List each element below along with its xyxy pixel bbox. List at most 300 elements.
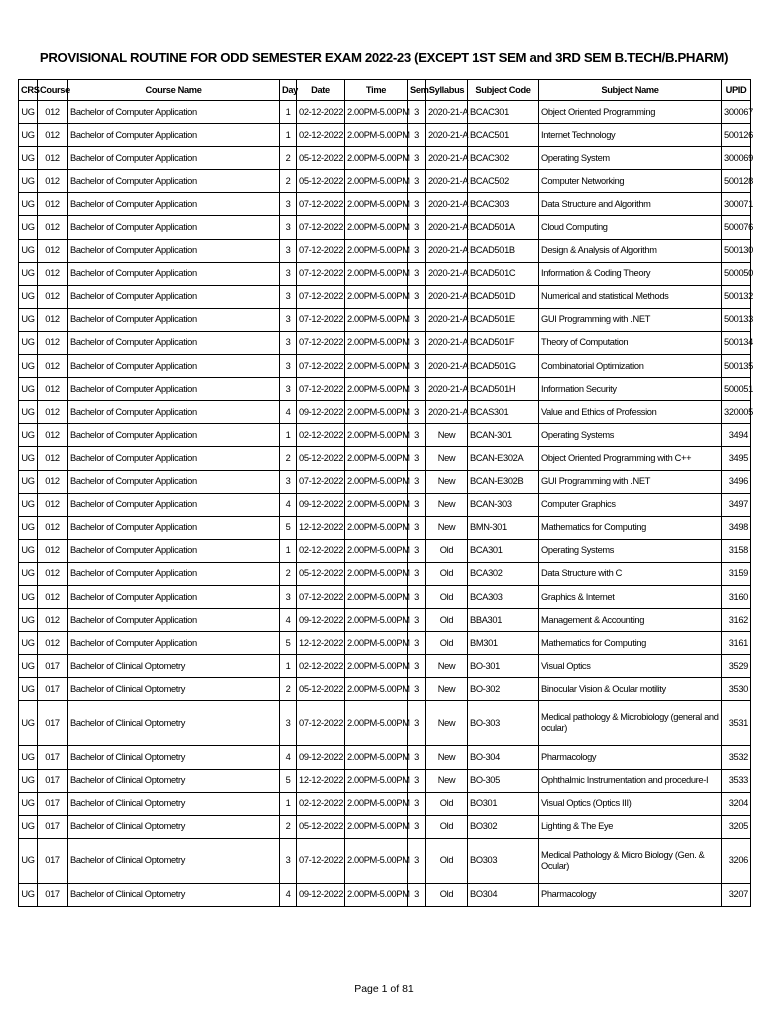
cell-subject-name: Theory of Computation: [539, 331, 722, 354]
table-row: [19, 355, 751, 378]
cell-course-name: Bachelor of Computer Application: [68, 493, 280, 516]
cell-course-name: Bachelor of Computer Application: [68, 262, 280, 285]
cell-sem: 3: [408, 493, 426, 516]
cell-course: 012: [38, 632, 68, 655]
cell-sem: 3: [408, 285, 426, 308]
cell-syllabus: New: [426, 424, 468, 447]
cell-day: 3: [280, 308, 297, 331]
cell-upid: 3207: [722, 883, 751, 906]
cell-course: 012: [38, 147, 68, 170]
cell-upid: 300071: [722, 193, 751, 216]
table-row: [19, 609, 751, 632]
cell-upid: 3532: [722, 746, 751, 769]
cell-crs: UG: [19, 769, 38, 792]
cell-syllabus: 2020-21-A: [426, 355, 468, 378]
column-header-syllabus: Syllabus: [426, 80, 468, 101]
cell-time: 2.00PM-5.00PM: [345, 262, 408, 285]
cell-crs: UG: [19, 493, 38, 516]
cell-crs: UG: [19, 239, 38, 262]
cell-date: 05-12-2022: [297, 815, 345, 838]
cell-time: 2.00PM-5.00PM: [345, 147, 408, 170]
cell-subject-name: Computer Graphics: [539, 493, 722, 516]
cell-syllabus: 2020-21-A: [426, 262, 468, 285]
cell-course: 012: [38, 493, 68, 516]
cell-syllabus: Old: [426, 585, 468, 608]
cell-syllabus: 2020-21-A: [426, 285, 468, 308]
table-row: [19, 746, 751, 769]
cell-crs: UG: [19, 170, 38, 193]
column-header-course-name: Course Name: [68, 80, 280, 101]
cell-sem: 3: [408, 678, 426, 701]
table-row: [19, 447, 751, 470]
cell-subject-name: Binocular Vision & Ocular motility: [539, 678, 722, 701]
cell-course-name: Bachelor of Computer Application: [68, 516, 280, 539]
table-row: [19, 331, 751, 354]
cell-sem: 3: [408, 170, 426, 193]
cell-time: 2.00PM-5.00PM: [345, 193, 408, 216]
cell-time: 2.00PM-5.00PM: [345, 170, 408, 193]
cell-day: 4: [280, 609, 297, 632]
column-header-upid: UPID: [722, 80, 751, 101]
cell-course-name: Bachelor of Computer Application: [68, 609, 280, 632]
cell-time: 2.00PM-5.00PM: [345, 239, 408, 262]
cell-crs: UG: [19, 193, 38, 216]
cell-upid: 500128: [722, 170, 751, 193]
cell-course: 017: [38, 746, 68, 769]
cell-date: 02-12-2022: [297, 792, 345, 815]
column-header-crs: CRS: [19, 80, 38, 101]
cell-course-name: Bachelor of Computer Application: [68, 124, 280, 147]
cell-course-name: Bachelor of Computer Application: [68, 447, 280, 470]
cell-course: 017: [38, 655, 68, 678]
cell-subject-code: BO-301: [468, 655, 539, 678]
cell-subject-code: BCA303: [468, 585, 539, 608]
cell-upid: 3495: [722, 447, 751, 470]
cell-course-name: Bachelor of Clinical Optometry: [68, 655, 280, 678]
cell-sem: 3: [408, 470, 426, 493]
cell-day: 3: [280, 285, 297, 308]
cell-subject-name: Combinatorial Optimization: [539, 355, 722, 378]
cell-date: 07-12-2022: [297, 378, 345, 401]
cell-crs: UG: [19, 216, 38, 239]
cell-course-name: Bachelor of Computer Application: [68, 216, 280, 239]
cell-syllabus: New: [426, 447, 468, 470]
cell-date: 07-12-2022: [297, 470, 345, 493]
column-header-subject-name: Subject Name: [539, 80, 722, 101]
cell-syllabus: 2020-21-A: [426, 216, 468, 239]
cell-time: 2.00PM-5.00PM: [345, 424, 408, 447]
cell-time: 2.00PM-5.00PM: [345, 516, 408, 539]
cell-syllabus: 2020-21-A: [426, 331, 468, 354]
cell-day: 1: [280, 124, 297, 147]
cell-subject-name: Ophthalmic Instrumentation and procedure-I: [539, 769, 722, 792]
cell-syllabus: New: [426, 769, 468, 792]
cell-time: 2.00PM-5.00PM: [345, 655, 408, 678]
cell-day: 5: [280, 769, 297, 792]
cell-subject-name: Pharmacology: [539, 746, 722, 769]
cell-syllabus: 2020-21-A: [426, 308, 468, 331]
cell-upid: 500130: [722, 239, 751, 262]
cell-day: 5: [280, 632, 297, 655]
cell-syllabus: 2020-21-A: [426, 170, 468, 193]
cell-course-name: Bachelor of Clinical Optometry: [68, 678, 280, 701]
cell-day: 3: [280, 216, 297, 239]
cell-subject-name: Management & Accounting: [539, 609, 722, 632]
cell-date: 07-12-2022: [297, 239, 345, 262]
cell-date: 02-12-2022: [297, 539, 345, 562]
column-header-course: Course: [38, 80, 68, 101]
cell-upid: 500126: [722, 124, 751, 147]
cell-subject-code: BCA302: [468, 562, 539, 585]
table-row: [19, 632, 751, 655]
cell-day: 2: [280, 447, 297, 470]
cell-time: 2.00PM-5.00PM: [345, 701, 408, 746]
cell-day: 3: [280, 470, 297, 493]
cell-course: 017: [38, 701, 68, 746]
cell-crs: UG: [19, 815, 38, 838]
cell-date: 12-12-2022: [297, 516, 345, 539]
cell-sem: 3: [408, 216, 426, 239]
cell-date: 09-12-2022: [297, 746, 345, 769]
header-row: [19, 80, 751, 101]
cell-course: 012: [38, 262, 68, 285]
cell-date: 07-12-2022: [297, 308, 345, 331]
cell-upid: 500051: [722, 378, 751, 401]
table-row: [19, 401, 751, 424]
cell-subject-code: BCAC502: [468, 170, 539, 193]
page-number: Page 1 of 81: [354, 983, 414, 995]
cell-subject-code: BCAC302: [468, 147, 539, 170]
cell-subject-name: Information & Coding Theory: [539, 262, 722, 285]
cell-subject-code: BCAC301: [468, 101, 539, 124]
cell-subject-code: BCAD501F: [468, 331, 539, 354]
cell-sem: 3: [408, 701, 426, 746]
cell-subject-code: BCAD501A: [468, 216, 539, 239]
cell-time: 2.00PM-5.00PM: [345, 585, 408, 608]
cell-date: 12-12-2022: [297, 632, 345, 655]
cell-course-name: Bachelor of Computer Application: [68, 539, 280, 562]
cell-course-name: Bachelor of Computer Application: [68, 585, 280, 608]
cell-crs: UG: [19, 838, 38, 883]
cell-upid: 3206: [722, 838, 751, 883]
cell-course-name: Bachelor of Clinical Optometry: [68, 746, 280, 769]
cell-sem: 3: [408, 609, 426, 632]
cell-date: 09-12-2022: [297, 401, 345, 424]
cell-time: 2.00PM-5.00PM: [345, 308, 408, 331]
cell-subject-code: BCAD501C: [468, 262, 539, 285]
cell-course: 012: [38, 609, 68, 632]
cell-upid: 3161: [722, 632, 751, 655]
cell-subject-code: BO-303: [468, 701, 539, 746]
cell-subject-name: Object Oriented Programming with C++: [539, 447, 722, 470]
cell-date: 02-12-2022: [297, 124, 345, 147]
cell-syllabus: New: [426, 746, 468, 769]
column-header-day: Day: [280, 80, 297, 101]
cell-time: 2.00PM-5.00PM: [345, 447, 408, 470]
cell-date: 02-12-2022: [297, 655, 345, 678]
cell-syllabus: Old: [426, 609, 468, 632]
cell-course-name: Bachelor of Computer Application: [68, 378, 280, 401]
cell-sem: 3: [408, 655, 426, 678]
table-row: [19, 516, 751, 539]
cell-day: 2: [280, 170, 297, 193]
cell-course: 012: [38, 170, 68, 193]
cell-time: 2.00PM-5.00PM: [345, 539, 408, 562]
cell-course-name: Bachelor of Clinical Optometry: [68, 792, 280, 815]
cell-subject-name: Design & Analysis of Algorithm: [539, 239, 722, 262]
cell-date: 07-12-2022: [297, 216, 345, 239]
cell-sem: 3: [408, 147, 426, 170]
cell-day: 1: [280, 792, 297, 815]
cell-subject-code: BM301: [468, 632, 539, 655]
cell-course-name: Bachelor of Clinical Optometry: [68, 838, 280, 883]
cell-course: 012: [38, 308, 68, 331]
cell-subject-code: BO-304: [468, 746, 539, 769]
cell-syllabus: Old: [426, 815, 468, 838]
cell-course-name: Bachelor of Computer Application: [68, 193, 280, 216]
cell-crs: UG: [19, 562, 38, 585]
cell-time: 2.00PM-5.00PM: [345, 562, 408, 585]
cell-subject-code: BCAC501: [468, 124, 539, 147]
cell-day: 3: [280, 838, 297, 883]
cell-sem: 3: [408, 447, 426, 470]
cell-sem: 3: [408, 792, 426, 815]
cell-course: 012: [38, 539, 68, 562]
cell-date: 09-12-2022: [297, 493, 345, 516]
cell-day: 4: [280, 883, 297, 906]
cell-syllabus: 2020-21-A: [426, 124, 468, 147]
cell-upid: 3205: [722, 815, 751, 838]
column-header-date: Date: [297, 80, 345, 101]
cell-sem: 3: [408, 585, 426, 608]
cell-subject-name: Numerical and statistical Methods: [539, 285, 722, 308]
table-row: [19, 470, 751, 493]
cell-date: 07-12-2022: [297, 193, 345, 216]
cell-syllabus: New: [426, 678, 468, 701]
cell-subject-code: BO301: [468, 792, 539, 815]
cell-course-name: Bachelor of Computer Application: [68, 285, 280, 308]
cell-upid: 3497: [722, 493, 751, 516]
document-title: PROVISIONAL ROUTINE FOR ODD SEMESTER EXAM 2022-23 (EXCEPT 1ST SEM and 3RD SEM B.TECH/B.PHARM): [39, 50, 729, 65]
cell-course: 012: [38, 355, 68, 378]
cell-sem: 3: [408, 424, 426, 447]
cell-sem: 3: [408, 562, 426, 585]
cell-crs: UG: [19, 262, 38, 285]
cell-course: 012: [38, 331, 68, 354]
cell-subject-name: GUI Programming with .NET: [539, 470, 722, 493]
cell-time: 2.00PM-5.00PM: [345, 792, 408, 815]
table-row: [19, 216, 751, 239]
cell-day: 3: [280, 378, 297, 401]
column-header-time: Time: [345, 80, 408, 101]
cell-crs: UG: [19, 101, 38, 124]
cell-syllabus: 2020-21-A: [426, 147, 468, 170]
cell-course-name: Bachelor of Computer Application: [68, 239, 280, 262]
cell-subject-code: BCAD501H: [468, 378, 539, 401]
table-row: [19, 239, 751, 262]
cell-upid: 3162: [722, 609, 751, 632]
table-row: [19, 883, 751, 906]
cell-day: 2: [280, 147, 297, 170]
cell-subject-code: BCAC303: [468, 193, 539, 216]
cell-course: 012: [38, 239, 68, 262]
cell-subject-name: Medical pathology & Microbiology (general and ocular): [539, 701, 722, 746]
cell-time: 2.00PM-5.00PM: [345, 678, 408, 701]
cell-time: 2.00PM-5.00PM: [345, 815, 408, 838]
cell-day: 1: [280, 424, 297, 447]
cell-subject-code: BO303: [468, 838, 539, 883]
cell-course: 012: [38, 216, 68, 239]
cell-sem: 3: [408, 308, 426, 331]
cell-subject-name: GUI Programming with .NET: [539, 308, 722, 331]
cell-course-name: Bachelor of Computer Application: [68, 101, 280, 124]
table-body: [19, 101, 751, 907]
cell-course-name: Bachelor of Computer Application: [68, 424, 280, 447]
table-row: [19, 815, 751, 838]
cell-syllabus: Old: [426, 632, 468, 655]
cell-time: 2.00PM-5.00PM: [345, 331, 408, 354]
cell-sem: 3: [408, 401, 426, 424]
column-header-sem: Sem: [408, 80, 426, 101]
cell-date: 02-12-2022: [297, 424, 345, 447]
cell-date: 07-12-2022: [297, 262, 345, 285]
table-row: [19, 262, 751, 285]
cell-course: 012: [38, 285, 68, 308]
cell-subject-code: BCAN-301: [468, 424, 539, 447]
cell-sem: 3: [408, 769, 426, 792]
cell-time: 2.00PM-5.00PM: [345, 101, 408, 124]
cell-time: 2.00PM-5.00PM: [345, 746, 408, 769]
cell-day: 3: [280, 701, 297, 746]
table-row: [19, 585, 751, 608]
table-row: [19, 655, 751, 678]
table-row: [19, 424, 751, 447]
cell-course: 012: [38, 378, 68, 401]
cell-crs: UG: [19, 655, 38, 678]
cell-crs: UG: [19, 378, 38, 401]
cell-time: 2.00PM-5.00PM: [345, 378, 408, 401]
cell-syllabus: 2020-21-A: [426, 401, 468, 424]
cell-subject-code: BCAD501D: [468, 285, 539, 308]
cell-subject-code: BCAD501G: [468, 355, 539, 378]
cell-course: 012: [38, 562, 68, 585]
cell-day: 4: [280, 746, 297, 769]
cell-crs: UG: [19, 285, 38, 308]
cell-syllabus: Old: [426, 792, 468, 815]
cell-subject-code: BO-302: [468, 678, 539, 701]
cell-date: 07-12-2022: [297, 355, 345, 378]
cell-date: 07-12-2022: [297, 838, 345, 883]
cell-course: 012: [38, 447, 68, 470]
cell-day: 3: [280, 355, 297, 378]
cell-course-name: Bachelor of Clinical Optometry: [68, 769, 280, 792]
cell-course-name: Bachelor of Computer Application: [68, 331, 280, 354]
cell-upid: 3531: [722, 701, 751, 746]
cell-time: 2.00PM-5.00PM: [345, 838, 408, 883]
cell-date: 07-12-2022: [297, 585, 345, 608]
cell-upid: 3498: [722, 516, 751, 539]
cell-sem: 3: [408, 378, 426, 401]
cell-time: 2.00PM-5.00PM: [345, 493, 408, 516]
table-row: [19, 170, 751, 193]
table-row: [19, 539, 751, 562]
cell-course: 012: [38, 470, 68, 493]
cell-subject-name: Data Structure with C: [539, 562, 722, 585]
cell-course-name: Bachelor of Computer Application: [68, 632, 280, 655]
cell-upid: 3160: [722, 585, 751, 608]
cell-time: 2.00PM-5.00PM: [345, 609, 408, 632]
table-row: [19, 308, 751, 331]
cell-upid: 500076: [722, 216, 751, 239]
cell-subject-code: BCA301: [468, 539, 539, 562]
cell-time: 2.00PM-5.00PM: [345, 632, 408, 655]
cell-subject-name: Internet Technology: [539, 124, 722, 147]
cell-subject-code: BBA301: [468, 609, 539, 632]
cell-subject-name: Visual Optics: [539, 655, 722, 678]
cell-subject-code: BO-305: [468, 769, 539, 792]
cell-subject-name: Mathematics for Computing: [539, 632, 722, 655]
cell-subject-name: Medical Pathology & Micro Biology (Gen. & Ocular): [539, 838, 722, 883]
cell-date: 09-12-2022: [297, 883, 345, 906]
cell-syllabus: Old: [426, 883, 468, 906]
cell-day: 1: [280, 101, 297, 124]
cell-syllabus: New: [426, 470, 468, 493]
cell-subject-code: BCAN-E302B: [468, 470, 539, 493]
cell-subject-code: BCAS301: [468, 401, 539, 424]
cell-time: 2.00PM-5.00PM: [345, 401, 408, 424]
table-row: [19, 101, 751, 124]
cell-course: 012: [38, 516, 68, 539]
column-header-subject-code: Subject Code: [468, 80, 539, 101]
table-header: [19, 80, 751, 101]
cell-upid: 500133: [722, 308, 751, 331]
table-row: [19, 193, 751, 216]
cell-sem: 3: [408, 239, 426, 262]
table-row: [19, 147, 751, 170]
cell-subject-name: Operating System: [539, 147, 722, 170]
cell-sem: 3: [408, 355, 426, 378]
cell-course-name: Bachelor of Computer Application: [68, 308, 280, 331]
cell-course: 012: [38, 124, 68, 147]
cell-course: 012: [38, 193, 68, 216]
cell-subject-name: Cloud Computing: [539, 216, 722, 239]
cell-crs: UG: [19, 447, 38, 470]
table-row: [19, 285, 751, 308]
cell-crs: UG: [19, 632, 38, 655]
cell-course-name: Bachelor of Clinical Optometry: [68, 815, 280, 838]
cell-upid: 300067: [722, 101, 751, 124]
cell-course-name: Bachelor of Computer Application: [68, 562, 280, 585]
cell-course: 012: [38, 101, 68, 124]
cell-day: 2: [280, 562, 297, 585]
cell-upid: 3496: [722, 470, 751, 493]
cell-time: 2.00PM-5.00PM: [345, 124, 408, 147]
cell-course: 017: [38, 815, 68, 838]
cell-upid: 500132: [722, 285, 751, 308]
cell-date: 02-12-2022: [297, 101, 345, 124]
cell-upid: 500134: [722, 331, 751, 354]
cell-day: 2: [280, 678, 297, 701]
cell-crs: UG: [19, 355, 38, 378]
table-row: [19, 769, 751, 792]
cell-time: 2.00PM-5.00PM: [345, 769, 408, 792]
cell-day: 1: [280, 539, 297, 562]
cell-syllabus: Old: [426, 539, 468, 562]
cell-day: 3: [280, 262, 297, 285]
table-row: [19, 792, 751, 815]
cell-course: 012: [38, 585, 68, 608]
cell-upid: 3530: [722, 678, 751, 701]
